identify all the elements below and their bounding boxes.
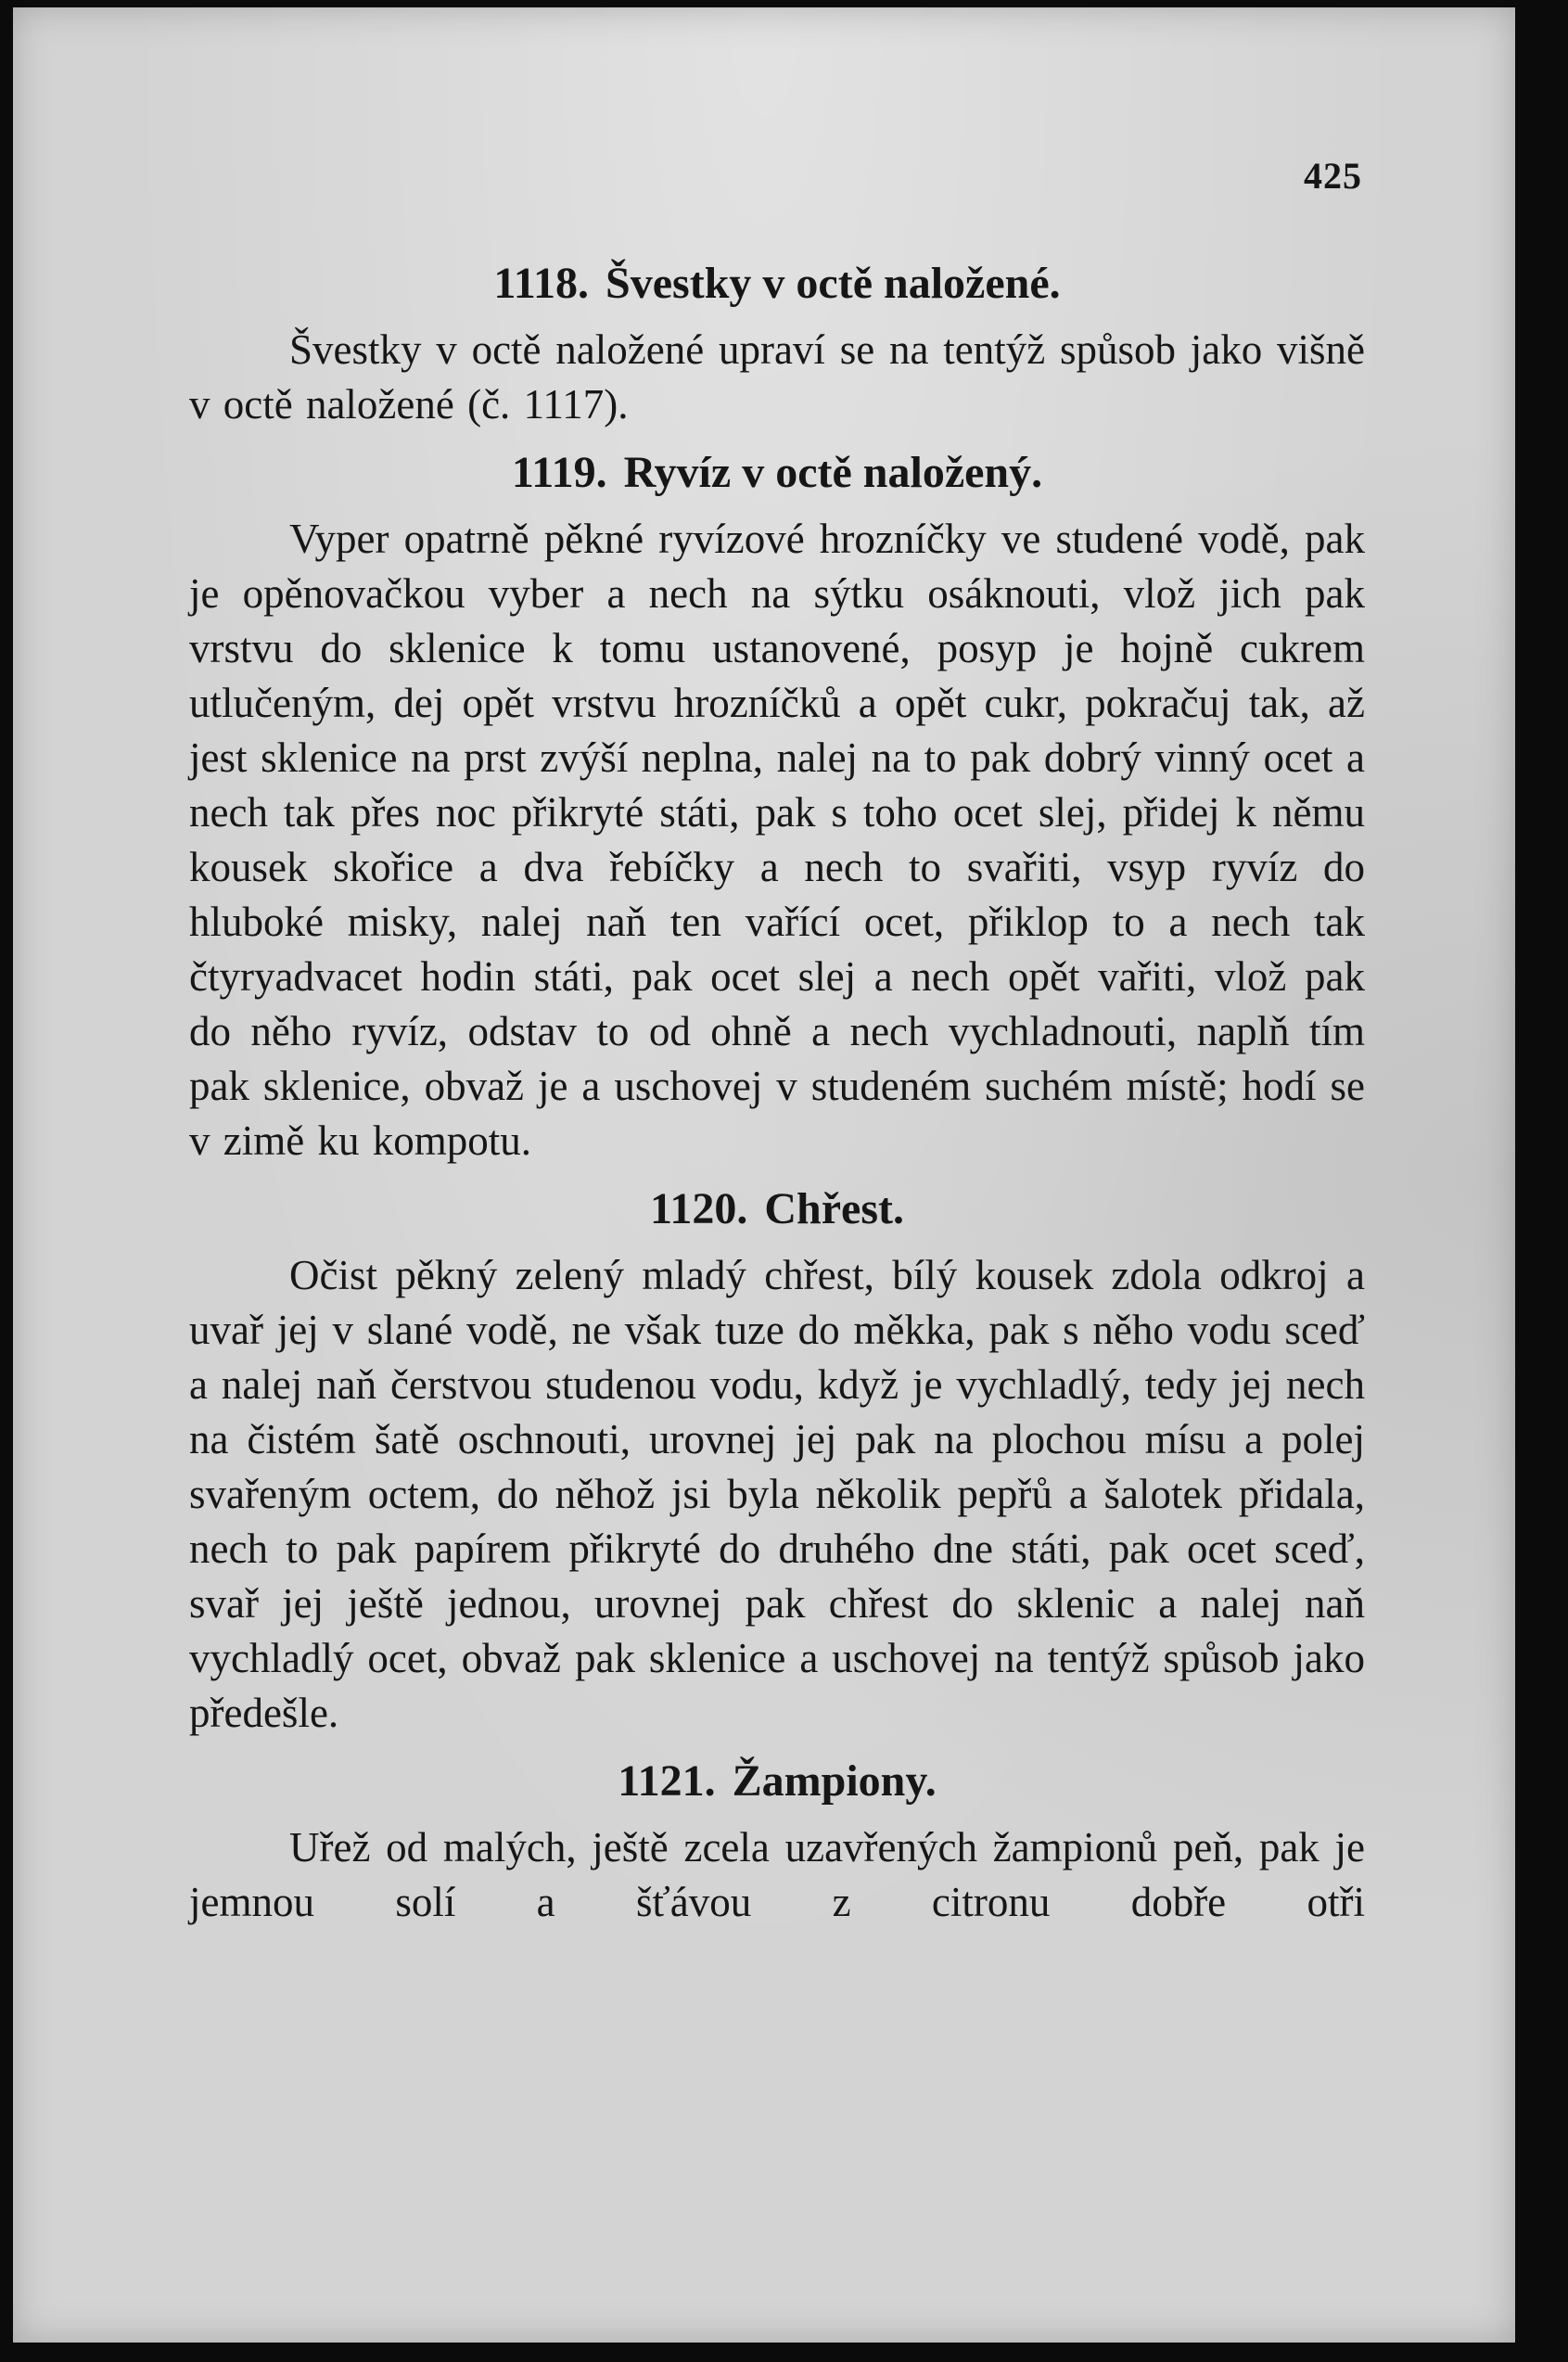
section-heading-1120: [189, 1181, 1365, 1237]
section-title: Ryvíz v octě naložený.: [623, 448, 1043, 497]
section-body-1120: Očist pěkný zelený mladý chřest, bílý kousek zdola odkroj a uvař jej v slané vodě, ne však tuze do měkka, pak s něho vodu sceď a nalej naň čerstvou studenou vodu, když je vychladlý, tedy jej nech na čistém šatě oschnouti, urovnej jej pak na plochou mísu a polej svařeným octem, do něhož jsi byla několik pepřů a šalotek přidala, nech to pak papírem přikryté do druhého dne státi, pak ocet sceď, svař jej ještě jednou, urovnej pak chřest do sklenic a nalej naň vychladlý ocet, obvaž pak sklenice a uschovej na tentýž spůsob jako předešle.: [189, 1252, 1365, 1736]
page-text: [189, 256, 1365, 1943]
section-number: 1120.: [650, 1184, 748, 1233]
page-number: 425: [1304, 155, 1362, 197]
section-title: Chřest.: [764, 1184, 904, 1233]
section-title: Švestky v octě naložené.: [606, 259, 1061, 308]
section-body-1119: Vyper opatrně pěkné ryvízové hrozníčky ve studené vodě, pak je opěnovačkou vyber a nech na sýtku osáknouti, vlož jich pak vrstvu do sklenice k tomu ustanovené, posyp je hojně cukrem utlučeným, dej opět vrstvu hrozníčků a opět cukr, pokračuj tak, až jest sklenice na prst zvýší neplna, nalej na to pak dobrý vinný ocet a nech tak přes noc přikryté státi, pak s toho ocet slej, přidej k němu kousek skořice a dva řebíčky a nech to svařiti, vsyp ryvíz do hluboké misky, nalej naň ten vařící ocet, přiklop to a nech tak čtyryadvacet hodin státi, pak ocet slej a nech opět vařiti, vlož pak do něho ryvíz, odstav to od ohně a nech vychladnouti, naplň tím pak sklenice, obvaž je a uschovej v studeném suchém místě; hodí se v zimě ku kompotu.: [189, 516, 1365, 1164]
section-number: 1119.: [511, 448, 607, 497]
section-title: Žampiony.: [732, 1756, 937, 1806]
section-body-1118: Švestky v octě naložené upraví se na tentýž spůsob jako višně v octě naložené (č. 1117).: [189, 326, 1365, 428]
book-page: [13, 7, 1515, 2343]
section-heading-1119: [189, 445, 1365, 501]
section-heading-1118: [189, 256, 1365, 312]
section-body-1121: Uřež od malých, ještě zcela uzavřených žampionů peň, pak je jemnou solí a šťávou z citronu dobře otři: [189, 1824, 1365, 1925]
section-number: 1121.: [618, 1756, 716, 1806]
section-number: 1118.: [493, 259, 590, 308]
section-heading-1121: [189, 1754, 1365, 1809]
